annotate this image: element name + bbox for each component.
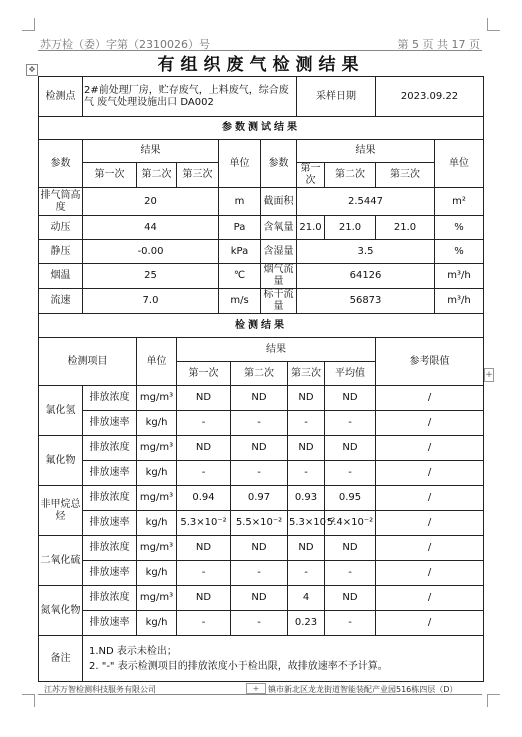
param-value-run1: 21.0 (297, 216, 325, 240)
metric-label: 排放浓度 (83, 386, 137, 411)
param-unit: m (219, 188, 261, 216)
run2-value: ND (231, 386, 288, 411)
metric-unit: mg/m³ (137, 586, 177, 611)
remark-line-2: 2. "-" 表示检测项目的排放浓度小于检出限，故排放速率不予计算。 (89, 660, 388, 672)
pollutant-name: 氮氧化物 (39, 586, 83, 636)
result-header: 结果 (83, 140, 219, 163)
metric-unit: kg/h (137, 461, 177, 486)
run2-value: ND (231, 536, 288, 561)
footer-rule (38, 694, 482, 695)
param-unit: kPa (219, 240, 261, 264)
unit-header-right: 单位 (435, 140, 484, 188)
param-unit-right: % (435, 216, 484, 240)
param-unit: m/s (219, 289, 261, 314)
param-label: 静压 (39, 240, 83, 264)
emission-results-table (38, 54, 484, 682)
metric-label: 排放浓度 (83, 436, 137, 461)
limit-value: / (376, 561, 484, 586)
metric-unit: kg/h (137, 611, 177, 636)
metric-label: 排放速率 (83, 461, 137, 486)
avg-header: 平均值 (325, 362, 376, 386)
crop-mark-top-right (487, 18, 500, 31)
run3-value: - (288, 461, 325, 486)
param-value-run2: 21.0 (325, 216, 376, 240)
run1-value: - (177, 411, 231, 436)
param-label-right: 含氧量 (261, 216, 297, 240)
metric-unit: kg/h (137, 561, 177, 586)
run3-header: 第三次 (288, 362, 325, 386)
param-unit-right: % (435, 240, 484, 264)
unit-header: 单位 (219, 140, 261, 188)
run2-header: 第二次 (137, 163, 177, 188)
limit-value: / (376, 411, 484, 436)
param-label-right: 含湿量 (261, 240, 297, 264)
limit-value: / (376, 436, 484, 461)
avg-value: ND (325, 436, 376, 461)
run2-value: - (231, 461, 288, 486)
run3-value: ND (288, 386, 325, 411)
crop-mark-top-left (22, 18, 35, 31)
param-unit-right: m³/h (435, 289, 484, 314)
pollutant-name: 氯化氢 (39, 386, 83, 436)
company-name: 江苏万智检测科技服务有限公司 (44, 685, 156, 694)
crop-mark-bottom-right (487, 694, 500, 707)
footer-add-icon[interactable]: + (246, 683, 266, 694)
pollutant-name: 氟化物 (39, 436, 83, 486)
avg-value: - (325, 411, 376, 436)
run3-value: 5.3×10⁻² (288, 511, 325, 536)
run1-value: ND (177, 586, 231, 611)
param-unit-right: m³/h (435, 264, 484, 289)
avg-value: - (325, 461, 376, 486)
date-value: 2023.09.22 (376, 77, 484, 117)
param-value: 25 (83, 264, 219, 289)
run2-header: 第二次 (231, 362, 288, 386)
param-value: -0.00 (83, 240, 219, 264)
run2-header-right: 第二次 (325, 163, 376, 188)
metric-unit: kg/h (137, 511, 177, 536)
param-label-right: 标干流量 (261, 289, 297, 314)
metric-unit: mg/m³ (137, 436, 177, 461)
run1-value: 5.3×10⁻² (177, 511, 231, 536)
run1-header: 第一次 (177, 362, 231, 386)
limit-value: / (376, 461, 484, 486)
metric-label: 排放速率 (83, 611, 137, 636)
run1-header-right: 第一次 (297, 163, 325, 188)
remarks-content (83, 636, 484, 682)
metric-unit: kg/h (137, 411, 177, 436)
param-value-right: 2.5447 (297, 188, 435, 216)
param-value: 20 (83, 188, 219, 216)
header-rule (38, 50, 482, 51)
run2-value: - (231, 561, 288, 586)
run3-value: 0.23 (288, 611, 325, 636)
run3-value: ND (288, 536, 325, 561)
limit-value: / (376, 386, 484, 411)
avg-value: - (325, 611, 376, 636)
run3-value: 4 (288, 586, 325, 611)
param-unit: Pa (219, 216, 261, 240)
run1-header: 第一次 (83, 163, 137, 188)
metric-label: 排放速率 (83, 411, 137, 436)
param-value-right: 56873 (297, 289, 435, 314)
param-label: 排气筒高度 (39, 188, 83, 216)
pollutant-name: 非甲烷总烃 (39, 486, 83, 536)
result-header-right: 结果 (297, 140, 435, 163)
param-label-right: 烟气流量 (261, 264, 297, 289)
avg-value: - (325, 561, 376, 586)
point-value: 2#前处理厂房，贮存废气，上料废气，综合废气 废气处理设施出口 DA002 (83, 77, 297, 117)
limit-value: / (376, 536, 484, 561)
result-header: 结果 (177, 338, 376, 362)
crop-mark-bottom-left (22, 694, 35, 707)
run2-value: ND (231, 436, 288, 461)
run1-value: - (177, 461, 231, 486)
run1-value: ND (177, 386, 231, 411)
run2-value: 5.5×10⁻² (231, 511, 288, 536)
metric-unit: mg/m³ (137, 536, 177, 561)
results-section-title: 检测结果 (39, 314, 484, 338)
param-label: 动压 (39, 216, 83, 240)
date-label: 采样日期 (297, 77, 376, 117)
pollutant-name: 二氧化硫 (39, 536, 83, 586)
avg-value: ND (325, 386, 376, 411)
param-value-right: 3.5 (297, 240, 435, 264)
remark-line-1: 1.ND 表示未检出； (89, 645, 177, 657)
param-section-title: 参数测试结果 (39, 117, 484, 140)
limit-header: 参考限值 (376, 338, 484, 386)
company-address: 镇市新北区龙龙街道智能装配产业园516栋四层（D） (268, 685, 458, 694)
run1-value: - (177, 561, 231, 586)
avg-value: 5.4×10⁻² (325, 511, 376, 536)
param-value-run3: 21.0 (376, 216, 435, 240)
metric-label: 排放浓度 (83, 586, 137, 611)
table-move-handle-icon[interactable]: ✥ (26, 64, 38, 76)
metric-label: 排放浓度 (83, 486, 137, 511)
param-unit-right: m² (435, 188, 484, 216)
run2-value: - (231, 611, 288, 636)
avg-value: 0.95 (325, 486, 376, 511)
run2-value: - (231, 411, 288, 436)
param-label: 流速 (39, 289, 83, 314)
run1-value: 0.94 (177, 486, 231, 511)
metric-unit: mg/m³ (137, 386, 177, 411)
metric-label: 排放浓度 (83, 536, 137, 561)
param-value-right: 64126 (297, 264, 435, 289)
run3-value: ND (288, 436, 325, 461)
metric-label: 排放速率 (83, 561, 137, 586)
run3-value: 0.93 (288, 486, 325, 511)
point-label: 检测点 (39, 77, 83, 117)
run1-value: - (177, 611, 231, 636)
param-label: 烟温 (39, 264, 83, 289)
remarks-label: 备注 (39, 636, 83, 682)
limit-value: / (376, 611, 484, 636)
item-header: 检测项目 (39, 338, 137, 386)
page-title: 有组织废气检测结果 (157, 55, 365, 75)
run3-header: 第三次 (177, 163, 219, 188)
run3-value: - (288, 411, 325, 436)
param-label-right: 截面积 (261, 188, 297, 216)
run3-header-right: 第三次 (376, 163, 435, 188)
avg-value: ND (325, 536, 376, 561)
param-header: 参数 (39, 140, 83, 188)
limit-value: / (376, 486, 484, 511)
param-header-right: 参数 (261, 140, 297, 188)
add-row-icon[interactable]: + (485, 370, 493, 380)
run2-value: 0.97 (231, 486, 288, 511)
metric-label: 排放速率 (83, 511, 137, 536)
report-number: 苏万检（委）字第（2310026）号 (40, 38, 210, 51)
param-unit: ℃ (219, 264, 261, 289)
run1-value: ND (177, 436, 231, 461)
limit-value: / (376, 586, 484, 611)
limit-value: / (376, 511, 484, 536)
run1-value: ND (177, 536, 231, 561)
run2-value: ND (231, 586, 288, 611)
run3-value: - (288, 561, 325, 586)
unit-header: 单位 (137, 338, 177, 386)
metric-unit: mg/m³ (137, 486, 177, 511)
param-value: 44 (83, 216, 219, 240)
param-value: 7.0 (83, 289, 219, 314)
avg-value: ND (325, 586, 376, 611)
page-number: 第 5 页 共 17 页 (397, 38, 480, 51)
